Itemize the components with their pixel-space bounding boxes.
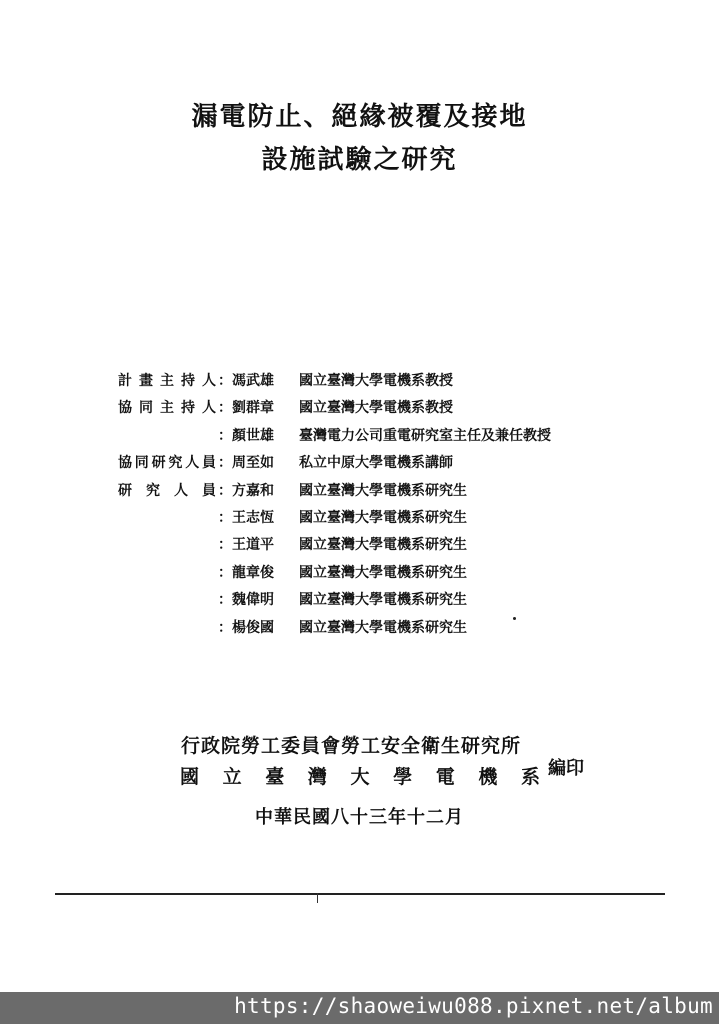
bottom-rule <box>55 893 665 895</box>
staff-row <box>118 368 678 395</box>
staff-name: 龍章俊 <box>232 564 274 581</box>
staff-role: 協同主持人 <box>118 400 216 417</box>
staff-affiliation: 國立臺灣大學電機系研究生 <box>299 509 467 526</box>
staff-colon: ： <box>218 455 232 472</box>
staff-colon: ： <box>218 373 232 389</box>
staff-row <box>118 587 678 614</box>
watermark-url: https://shaoweiwu088.pixnet.net/album <box>234 994 713 1018</box>
staff-colon: ： <box>218 482 232 499</box>
staff-name: 顏世雄 <box>232 427 274 444</box>
staff-colon: ： <box>218 564 232 581</box>
staff-row <box>118 505 678 532</box>
staff-colon: ： <box>218 400 232 417</box>
publication-date: 中華民國八十三年十二月 <box>255 807 464 828</box>
publisher-institute: 行政院勞工委員會勞工安全衛生研究所 <box>181 735 522 757</box>
staff-row <box>118 615 678 642</box>
staff-name: 馮武雄 <box>232 373 274 389</box>
staff-role: 協同研究人員 <box>118 455 216 472</box>
staff-affiliation: 國立臺灣大學電機系研究生 <box>299 564 467 581</box>
scan-speck <box>513 617 516 620</box>
staff-name: 楊俊國 <box>232 619 274 636</box>
staff-affiliation: 私立中原大學電機系講師 <box>299 455 453 472</box>
staff-role: 計畫主持人 <box>118 373 216 389</box>
staff-name: 方嘉和 <box>232 482 274 499</box>
edition-mark: 編印 <box>548 758 584 779</box>
title-line-1: 漏電防止、絕緣被覆及接地 <box>191 102 528 132</box>
watermark-bar <box>0 992 719 1024</box>
staff-affiliation: 國立臺灣大學電機系研究生 <box>299 482 467 499</box>
staff-row <box>118 395 678 422</box>
staff-row <box>118 423 678 450</box>
staff-affiliation: 國立臺灣大學電機系教授 <box>299 400 453 417</box>
staff-affiliation: 國立臺灣大學電機系研究生 <box>299 619 467 636</box>
publisher-department: 國立臺灣大學電機系 <box>180 766 540 788</box>
staff-name: 王道平 <box>232 537 274 554</box>
title-line-2: 設施試驗之研究 <box>261 145 458 175</box>
staff-colon: ： <box>218 509 232 526</box>
staff-colon: ： <box>218 537 232 554</box>
staff-row <box>118 560 678 587</box>
bottom-rule-tick <box>317 893 318 903</box>
staff-name: 周至如 <box>232 455 274 472</box>
staff-colon: ： <box>218 619 232 636</box>
staff-row <box>118 532 678 559</box>
staff-list <box>118 368 678 642</box>
staff-name: 魏偉明 <box>232 592 274 609</box>
staff-colon: ： <box>218 427 232 444</box>
staff-row <box>118 478 678 505</box>
staff-role: 研究人員 <box>118 482 216 499</box>
staff-name: 王志恆 <box>232 509 274 526</box>
staff-affiliation: 國立臺灣大學電機系研究生 <box>299 537 467 554</box>
staff-name: 劉群章 <box>232 400 274 417</box>
staff-colon: ： <box>218 592 232 609</box>
staff-row <box>118 450 678 477</box>
staff-affiliation: 國立臺灣大學電機系教授 <box>299 373 453 389</box>
staff-affiliation: 臺灣電力公司重電研究室主任及兼任教授 <box>299 427 551 444</box>
staff-affiliation: 國立臺灣大學電機系研究生 <box>299 592 467 609</box>
